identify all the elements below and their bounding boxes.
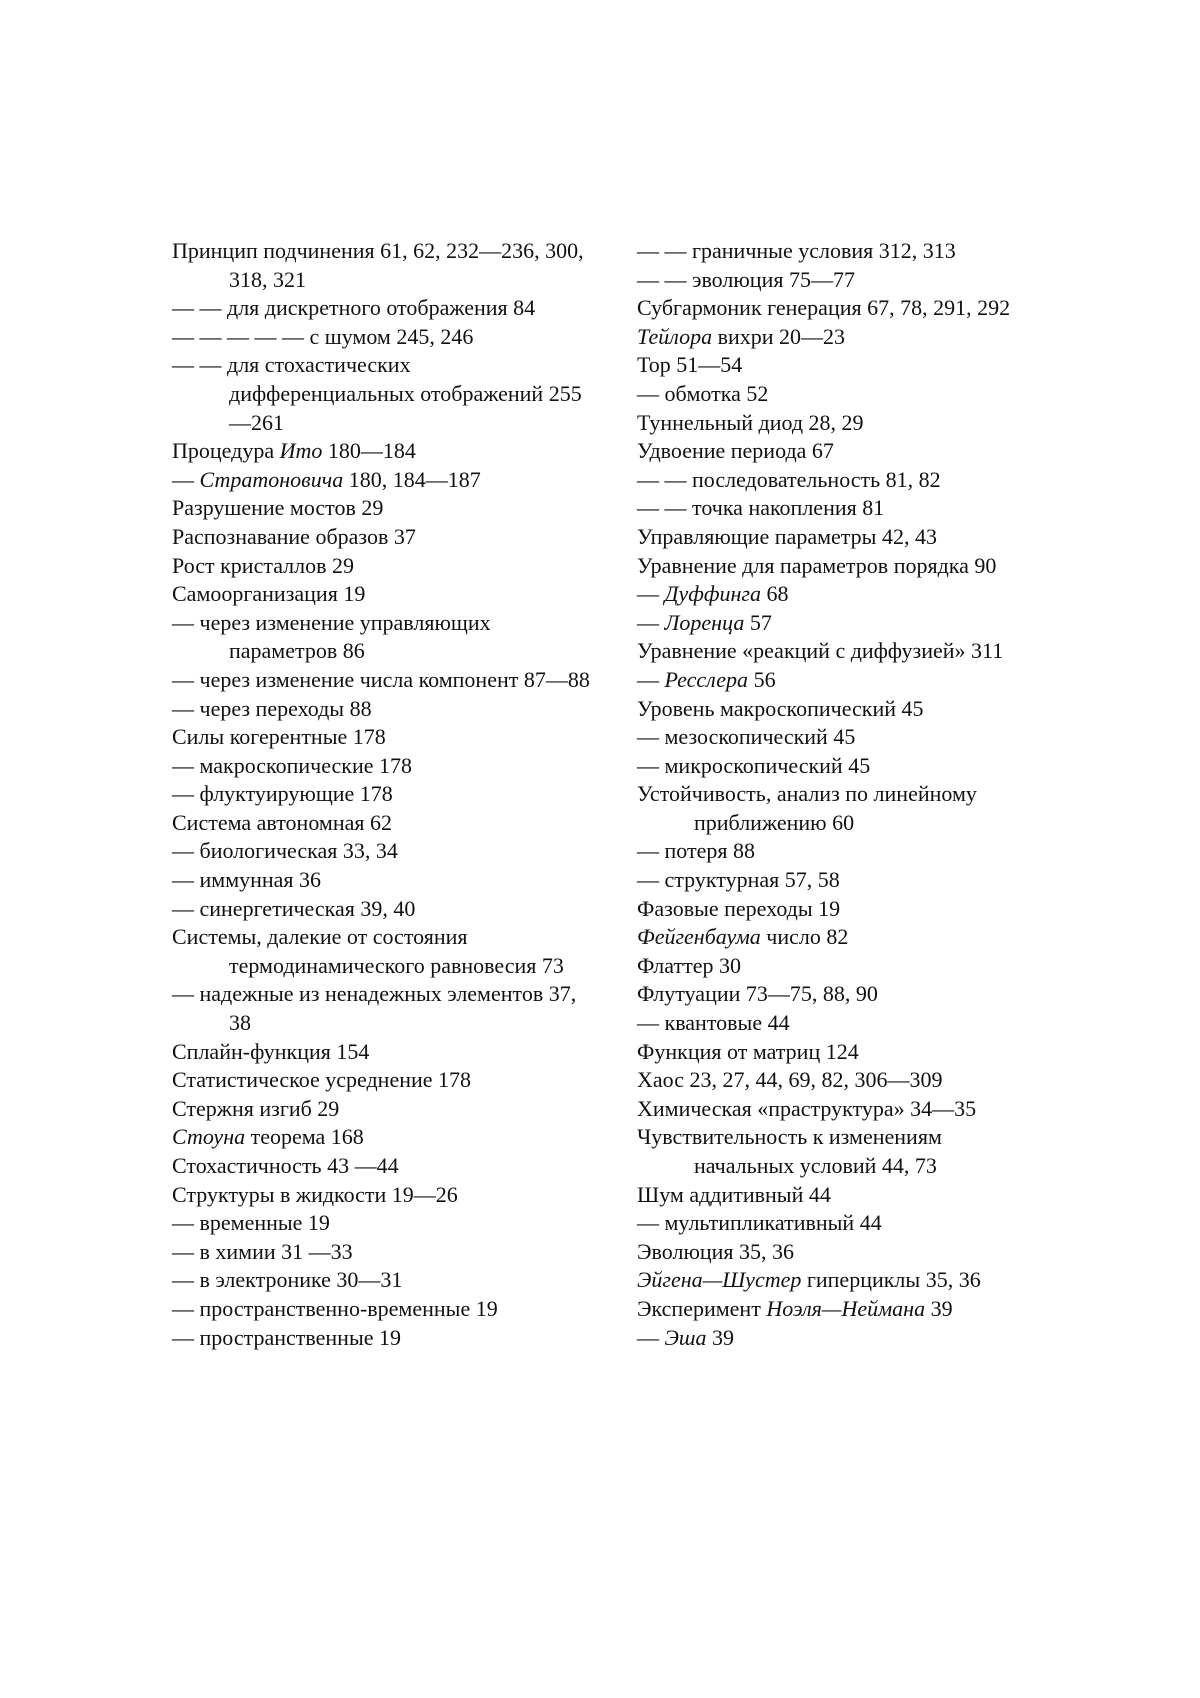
index-entry-italic-text: Ноэля—Неймана bbox=[766, 1296, 925, 1321]
index-entry bbox=[637, 1123, 1037, 1180]
index-entry bbox=[637, 237, 1037, 266]
index-entry bbox=[172, 1238, 592, 1267]
index-entry bbox=[637, 1209, 1037, 1238]
index-entry bbox=[172, 523, 592, 552]
index-entry bbox=[637, 637, 1037, 666]
index-column-right bbox=[637, 237, 1037, 1352]
index-entry bbox=[172, 580, 592, 609]
index-entry bbox=[637, 380, 1037, 409]
index-entry bbox=[172, 695, 592, 724]
index-entry-text: Уравнение для параметров порядка 90 bbox=[637, 553, 996, 578]
index-entry-text: Разрушение мостов 29 bbox=[172, 495, 383, 520]
index-entry bbox=[637, 1066, 1037, 1095]
index-entry-text: 57 bbox=[744, 610, 772, 635]
index-entry-text: Фазовые переходы 19 bbox=[637, 896, 840, 921]
index-entry-text: — потеря 88 bbox=[637, 838, 755, 863]
index-entry-text: вихри 20—23 bbox=[712, 324, 845, 349]
index-entry-text: Самоорганизация 19 bbox=[172, 581, 365, 606]
index-entry-text: 180, 184—187 bbox=[343, 467, 481, 492]
index-entry bbox=[172, 980, 592, 1037]
index-entry-text: — иммунная 36 bbox=[172, 867, 321, 892]
index-entry bbox=[637, 351, 1037, 380]
index-entry-text: Распознавание образов 37 bbox=[172, 524, 416, 549]
index-entry bbox=[637, 695, 1037, 724]
index-entry bbox=[172, 237, 592, 294]
index-entry-text: Управляющие параметры 42, 43 bbox=[637, 524, 937, 549]
index-entry-text: — квантовые 44 bbox=[637, 1010, 790, 1035]
index-entry bbox=[637, 580, 1037, 609]
index-entry bbox=[172, 1181, 592, 1210]
index-entry-text: теорема 168 bbox=[245, 1124, 364, 1149]
index-entry bbox=[637, 323, 1037, 352]
index-entry-text: 39 bbox=[707, 1325, 735, 1350]
index-entry-text: Шум аддитивный 44 bbox=[637, 1182, 831, 1207]
index-entry-text: — мезоскопический 45 bbox=[637, 724, 855, 749]
index-entry-text: Структуры в жидкости 19—26 bbox=[172, 1182, 458, 1207]
index-entry bbox=[637, 1009, 1037, 1038]
index-entry-text: гиперциклы 35, 36 bbox=[801, 1267, 980, 1292]
index-entry bbox=[637, 1238, 1037, 1267]
index-entry bbox=[172, 895, 592, 924]
index-entry bbox=[172, 466, 592, 495]
index-entry-text: Системы, далекие от состояния термодинамического равновесия 73 bbox=[172, 924, 564, 978]
index-entry bbox=[172, 923, 592, 980]
index-entry bbox=[637, 752, 1037, 781]
index-entry-text: — bbox=[172, 467, 200, 492]
index-entry bbox=[172, 1324, 592, 1353]
index-column-left bbox=[172, 237, 592, 1352]
index-entry-text: Уровень макроскопический 45 bbox=[637, 696, 924, 721]
index-entry-text: Устойчивость, анализ по линейному приближению 60 bbox=[637, 781, 977, 835]
index-entry-text: Уравнение «реакций с диффузией» 311 bbox=[637, 638, 1003, 663]
index-entry bbox=[172, 494, 592, 523]
index-entry bbox=[637, 1181, 1037, 1210]
index-entry-text: Субгармоник генерация 67, 78, 291, 292 bbox=[637, 295, 1010, 320]
index-entry-text: Туннельный диод 28, 29 bbox=[637, 410, 864, 435]
index-entry-text: Чувствительность к изменениям начальных условий 44, 73 bbox=[637, 1124, 942, 1178]
index-entry-italic-text: Ито bbox=[280, 438, 323, 463]
index-entry-text: — структурная 57, 58 bbox=[637, 867, 840, 892]
index-entry-text: — — — — — с шумом 245, 246 bbox=[172, 324, 473, 349]
index-entry bbox=[637, 409, 1037, 438]
index-entry-italic-text: Стоуна bbox=[172, 1124, 245, 1149]
index-entry-text: Рост кристаллов 29 bbox=[172, 553, 354, 578]
index-entry-text: Процедура bbox=[172, 438, 280, 463]
index-entry-text: 56 bbox=[748, 667, 776, 692]
index-entry-text: Тор 51—54 bbox=[637, 352, 742, 377]
index-entry-italic-text: Эша bbox=[665, 1325, 707, 1350]
index-entry bbox=[172, 837, 592, 866]
index-entry-text: — bbox=[637, 667, 665, 692]
index-entry-text: — биологическая 33, 34 bbox=[172, 838, 398, 863]
index-entry bbox=[172, 294, 592, 323]
index-entry-text: — bbox=[637, 610, 665, 635]
index-entry bbox=[637, 552, 1037, 581]
index-entry-text: Статистическое усреднение 178 bbox=[172, 1067, 471, 1092]
index-entry bbox=[172, 552, 592, 581]
index-entry bbox=[172, 666, 592, 695]
index-entry bbox=[637, 952, 1037, 981]
index-entry bbox=[637, 1038, 1037, 1067]
index-entry-text: — — эволюция 75—77 bbox=[637, 267, 855, 292]
index-entry-text: — через изменение числа компонент 87—88 bbox=[172, 667, 590, 692]
index-entry bbox=[172, 1038, 592, 1067]
index-entry bbox=[172, 866, 592, 895]
index-entry bbox=[637, 723, 1037, 752]
index-entry bbox=[172, 809, 592, 838]
index-entry bbox=[637, 1324, 1037, 1353]
index-entry-text: 39 bbox=[925, 1296, 953, 1321]
index-entry-text: — флуктуирующие 178 bbox=[172, 781, 393, 806]
index-entry bbox=[637, 923, 1037, 952]
index-entry-text: — синергетическая 39, 40 bbox=[172, 896, 415, 921]
index-entry-italic-text: Стратоновича bbox=[200, 467, 344, 492]
index-entry-text: — — граничные условия 312, 313 bbox=[637, 238, 956, 263]
index-entry bbox=[172, 1095, 592, 1124]
index-entry bbox=[172, 351, 592, 437]
index-entry bbox=[172, 1266, 592, 1295]
index-entry bbox=[172, 323, 592, 352]
index-entry-italic-text: Эйгена—Шустер bbox=[637, 1267, 801, 1292]
index-entry-text: — временные 19 bbox=[172, 1210, 330, 1235]
index-entry-italic-text: Дуффинга bbox=[665, 581, 762, 606]
index-entry-text: 180—184 bbox=[322, 438, 416, 463]
index-entry bbox=[637, 466, 1037, 495]
index-entry-text: Флаттер 30 bbox=[637, 953, 741, 978]
index-entry-text: Стохастичность 43 —44 bbox=[172, 1153, 399, 1178]
index-entry-text: Химическая «праструктура» 34—35 bbox=[637, 1096, 976, 1121]
index-entry-text: Эксперимент bbox=[637, 1296, 766, 1321]
index-entry-text: — через изменение управляющих параметров 86 bbox=[172, 610, 491, 664]
index-entry-text: Принцип подчинения 61, 62, 232—236, 300, 318, 321 bbox=[172, 238, 584, 292]
index-entry-italic-text: Лоренца bbox=[665, 610, 745, 635]
index-entry bbox=[172, 1123, 592, 1152]
index-entry bbox=[637, 866, 1037, 895]
index-entry bbox=[637, 494, 1037, 523]
index-entry-text: — в химии 31 —33 bbox=[172, 1239, 353, 1264]
index-entry bbox=[172, 780, 592, 809]
index-entry bbox=[637, 294, 1037, 323]
index-entry-text: — — точка накопления 81 bbox=[637, 495, 884, 520]
index-entry-text: Стержня изгиб 29 bbox=[172, 1096, 339, 1121]
index-entry bbox=[172, 609, 592, 666]
index-entry-italic-text: Фейгенбаума bbox=[637, 924, 761, 949]
index-entry-text: — — для стохастических дифференциальных отображений 255—261 bbox=[172, 352, 582, 434]
index-entry-text: Система автономная 62 bbox=[172, 810, 392, 835]
index-entry bbox=[172, 1209, 592, 1238]
index-entry bbox=[172, 1066, 592, 1095]
index-entry-text: — макроскопические 178 bbox=[172, 753, 412, 778]
index-entry bbox=[172, 1295, 592, 1324]
index-entry-text: — — для дискретного отображения 84 bbox=[172, 295, 535, 320]
index-entry bbox=[637, 780, 1037, 837]
index-entry bbox=[637, 666, 1037, 695]
index-entry-text: 68 bbox=[761, 581, 789, 606]
index-entry bbox=[637, 1095, 1037, 1124]
index-entry bbox=[637, 609, 1037, 638]
index-entry bbox=[637, 437, 1037, 466]
index-entry bbox=[172, 437, 592, 466]
index-entry-text: Удвоение периода 67 bbox=[637, 438, 834, 463]
index-entry-text: — мультипликативный 44 bbox=[637, 1210, 882, 1235]
index-entry bbox=[172, 1152, 592, 1181]
index-entry bbox=[637, 895, 1037, 924]
index-entry-text: — через переходы 88 bbox=[172, 696, 372, 721]
index-entry bbox=[637, 1266, 1037, 1295]
index-entry-italic-text: Тейлора bbox=[637, 324, 712, 349]
index-entry bbox=[637, 266, 1037, 295]
index-entry-italic-text: Ресслера bbox=[665, 667, 749, 692]
index-entry bbox=[637, 980, 1037, 1009]
index-entry bbox=[637, 523, 1037, 552]
index-entry-text: — пространственные 19 bbox=[172, 1325, 401, 1350]
index-entry bbox=[172, 752, 592, 781]
index-entry-text: Функция от матриц 124 bbox=[637, 1039, 859, 1064]
index-entry-text: — надежные из ненадежных элементов 37, 38 bbox=[172, 981, 576, 1035]
index-entry-text: — bbox=[637, 581, 665, 606]
index-entry-text: — микроскопический 45 bbox=[637, 753, 870, 778]
index-entry-text: Эволюция 35, 36 bbox=[637, 1239, 794, 1264]
index-entry bbox=[172, 723, 592, 752]
index-entry-text: — пространственно-временные 19 bbox=[172, 1296, 498, 1321]
index-entry-text: — в электронике 30—31 bbox=[172, 1267, 402, 1292]
index-entry bbox=[637, 837, 1037, 866]
index-entry-text: число 82 bbox=[761, 924, 849, 949]
index-entry-text: — обмотка 52 bbox=[637, 381, 768, 406]
index-entry-text: Силы когерентные 178 bbox=[172, 724, 386, 749]
index-entry bbox=[637, 1295, 1037, 1324]
index-entry-text: — — последовательность 81, 82 bbox=[637, 467, 941, 492]
index-entry-text: Флутуации 73—75, 88, 90 bbox=[637, 981, 878, 1006]
index-entry-text: Сплайн-функция 154 bbox=[172, 1039, 369, 1064]
index-entry-text: Хаос 23, 27, 44, 69, 82, 306—309 bbox=[637, 1067, 942, 1092]
index-entry-text: — bbox=[637, 1325, 665, 1350]
